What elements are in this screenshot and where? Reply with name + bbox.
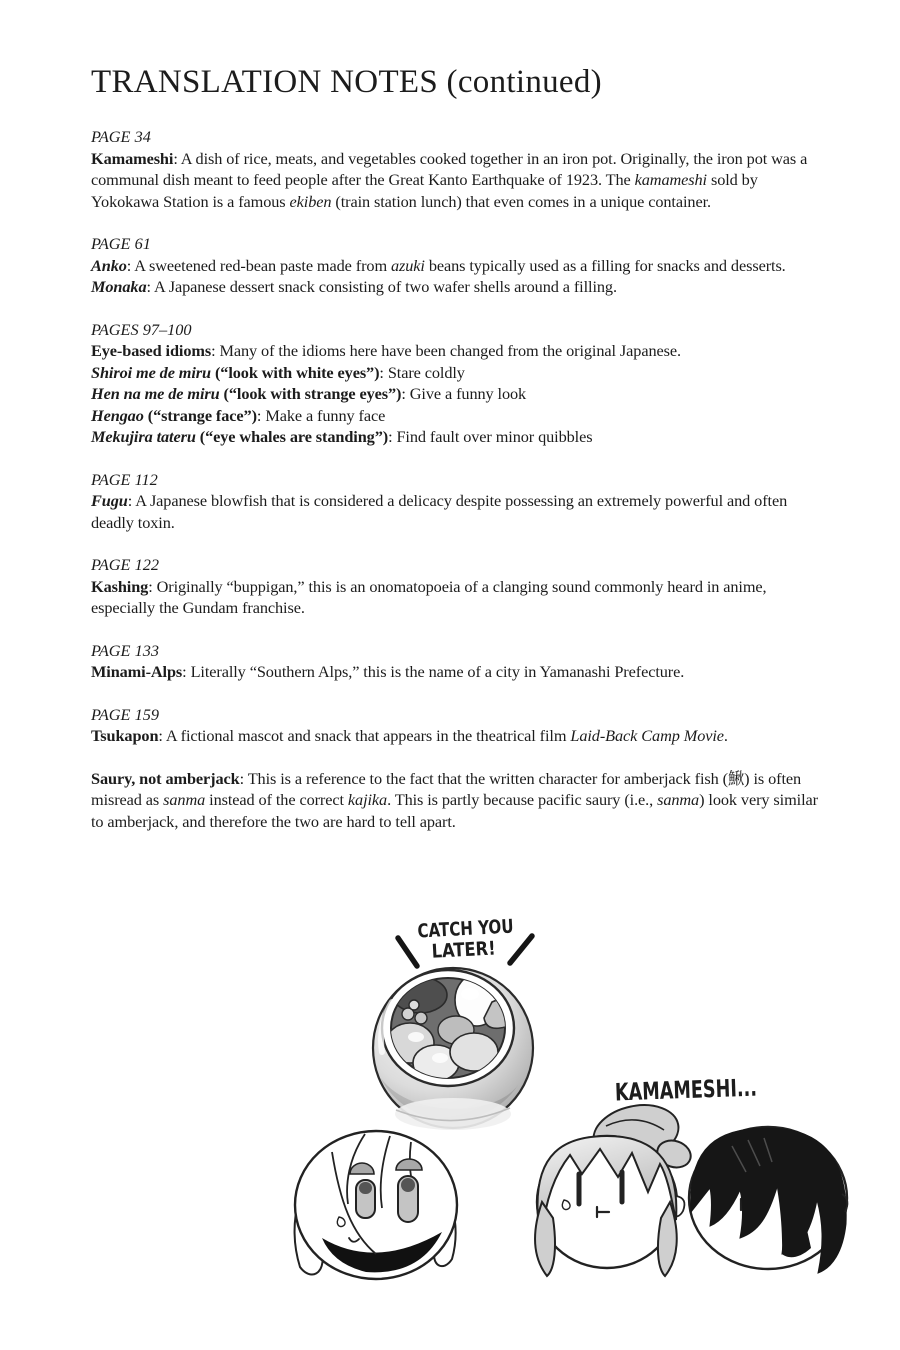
note-paragraph — [91, 276, 819, 298]
text-segment: : Find fault over minor quibbles — [388, 427, 593, 447]
section-heading: PAGE 159 — [91, 704, 159, 724]
section-heading: PAGE 112 — [91, 469, 158, 489]
text-segment: sanma — [163, 790, 206, 810]
note-paragraph — [91, 148, 819, 213]
speech-text-line1: CATCH YOU — [417, 914, 540, 943]
text-segment: ) look very similar to amberjack, and therefore the two are hard to tell apart. — [91, 790, 818, 831]
note-paragraph — [91, 490, 819, 533]
kamameshi-pot-illustration — [373, 968, 533, 1130]
text-segment: (“strange face”) — [143, 405, 257, 425]
text-segment: : A dish of rice, meats, and vegetables cooked together in an iron pot. Originally, the iron pot was a communal dish meant to feed people after the Great Kanto Earthquake of 1923. The — [91, 148, 808, 190]
text-segment: kamameshi — [634, 170, 707, 190]
text-segment: beans typically used as a filling for snacks and desserts. — [424, 255, 786, 275]
note-section-page-159 — [91, 704, 819, 747]
text-segment: kajika — [347, 790, 388, 810]
note-paragraph — [91, 405, 819, 427]
section-heading: PAGES 97–100 — [91, 319, 192, 339]
section-heading: PAGE 34 — [91, 127, 151, 147]
section-heading: PAGE 122 — [91, 555, 159, 575]
text-segment: : A sweetened red-bean paste made from — [126, 255, 391, 275]
text-segment: : A Japanese dessert snack consisting of two wafer shells around a filling. — [146, 277, 617, 297]
text-segment: Hen na me de miru — [91, 384, 220, 404]
text-segment: Eye-based idioms — [91, 341, 212, 361]
note-paragraph — [91, 725, 819, 747]
text-segment: : This is a reference to the fact that the written character for amberjack fish (鰍) is often misread as — [91, 768, 802, 810]
emphasis-stroke-right — [510, 936, 532, 963]
section-heading: PAGE 133 — [91, 640, 159, 660]
chibi-nadeshiko — [295, 1131, 457, 1279]
note-section-page-61 — [91, 233, 819, 298]
text-segment: sold by Yokokawa Station is a famous — [91, 170, 758, 211]
text-segment: (train station lunch) that even comes in a unique container. — [331, 191, 711, 211]
text-segment: : Give a funny look — [401, 384, 527, 404]
text-segment: : Make a funny face — [256, 405, 386, 425]
text-segment: Tsukapon — [91, 726, 159, 746]
text-segment: Laid-Back Camp Movie — [570, 726, 724, 746]
emphasis-stroke-left — [398, 938, 417, 966]
speech-lettering — [417, 914, 540, 964]
note-section-page-122 — [91, 554, 819, 619]
note-section-saury — [91, 768, 819, 833]
text-segment: : Many of the idioms here have been changed from the original Japanese. — [211, 341, 681, 361]
text-segment: ekiben — [289, 191, 332, 211]
text-segment: Fugu — [91, 491, 128, 511]
text-segment: . — [723, 726, 728, 746]
text-segment: Monaka — [91, 277, 147, 297]
note-paragraph — [91, 362, 819, 384]
text-segment: . This is partly because pacific saury (i.e., — [387, 790, 658, 810]
text-segment: instead of the correct — [205, 790, 348, 810]
text-segment: Shiroi me de miru — [91, 362, 211, 382]
note-section-page-133 — [91, 640, 819, 683]
chibi-saki — [689, 1127, 847, 1273]
translation-notes — [91, 64, 819, 853]
note-paragraph — [91, 426, 819, 448]
note-paragraph — [91, 255, 819, 277]
text-segment: (“eye whales are standing”) — [195, 427, 389, 447]
note-paragraph — [91, 661, 819, 683]
text-segment: : Literally “Southern Alps,” this is the name of a city in Yamanashi Prefecture. — [182, 662, 685, 682]
note-paragraph — [91, 340, 819, 362]
chibi-illustration — [270, 902, 870, 1292]
text-segment: Minami-Alps — [91, 662, 183, 682]
note-paragraph — [91, 768, 819, 833]
text-segment: (“look with white eyes”) — [210, 362, 380, 382]
note-section-pages-97-100 — [91, 319, 819, 448]
text-segment: Anko — [91, 255, 127, 275]
text-segment: Kashing — [91, 576, 149, 596]
text-segment: (“look with strange eyes”) — [219, 384, 402, 404]
note-section-page-112 — [91, 469, 819, 534]
note-section-page-34 — [91, 126, 819, 212]
text-segment: : Stare coldly — [379, 362, 465, 382]
text-segment: sanma — [657, 790, 700, 810]
text-segment: : A fictional mascot and snack that appears in the theatrical film — [158, 726, 571, 746]
note-paragraph — [91, 383, 819, 405]
text-segment: : A Japanese blowfish that is considered a delicacy despite possessing an extremely powerful and often deadly toxin. — [91, 491, 788, 532]
text-segment: Kamameshi — [91, 148, 174, 168]
text-segment: : Originally “buppigan,” this is an onomatopoeia of a clanging sound commonly heard in anime, especially the Gundam franchise. — [91, 576, 767, 618]
section-heading: PAGE 61 — [91, 234, 151, 254]
speech-text-line2: LATER! — [431, 936, 507, 963]
note-paragraph — [91, 576, 819, 619]
text-segment: azuki — [390, 255, 425, 275]
caption-text: KAMAMESHI... — [614, 1071, 809, 1107]
text-segment: Mekujira tateru — [91, 427, 196, 447]
page-title: TRANSLATION NOTES (continued) — [91, 64, 602, 100]
text-segment: Saury, not amberjack — [91, 768, 240, 788]
chibi-rin — [535, 1098, 694, 1276]
text-segment: Hengao — [91, 405, 144, 425]
